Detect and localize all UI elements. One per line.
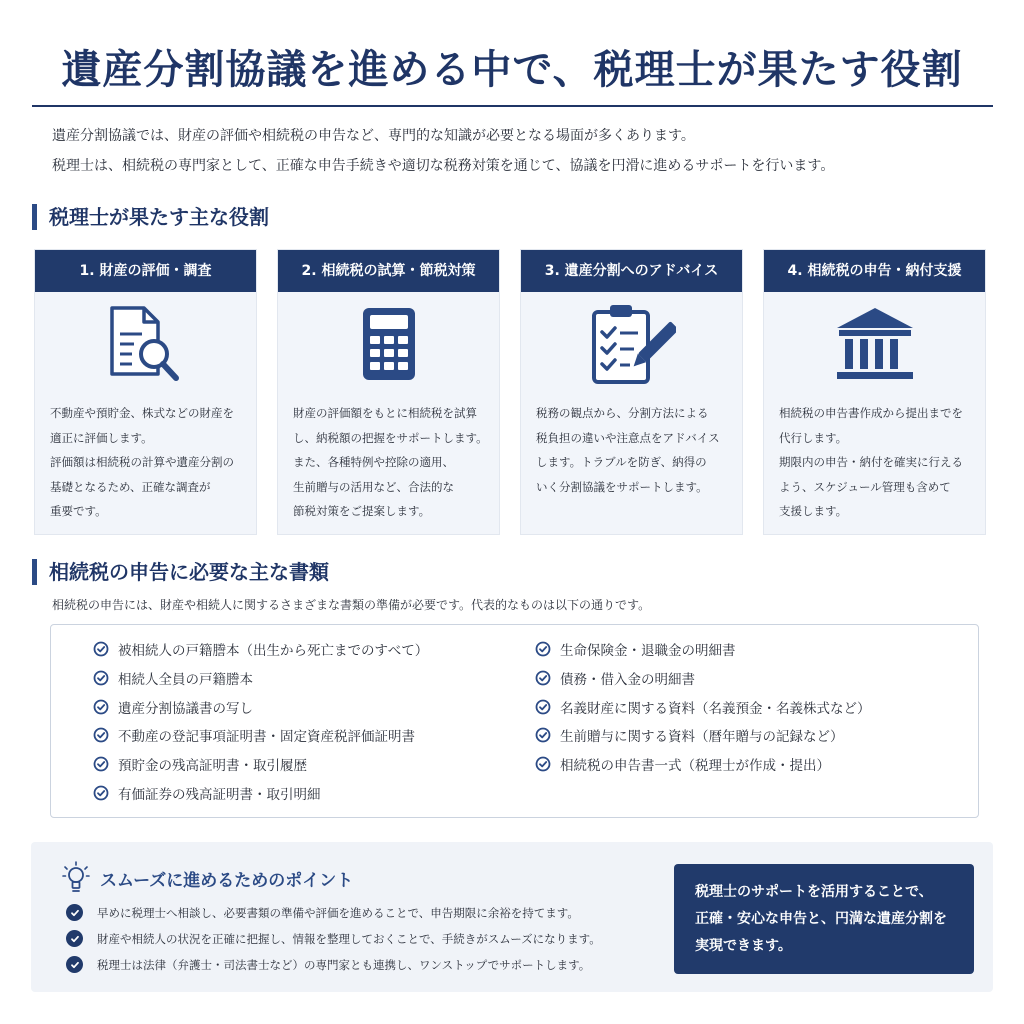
role-card-division-advice [520, 249, 743, 535]
summary-line: 実現できます。 [695, 938, 792, 954]
role-card-line: 生前贈与の活用など、合法的な [293, 479, 454, 494]
role-card-body [779, 401, 979, 524]
role-card-line: いく分割協議をサポートします。 [536, 479, 708, 494]
title-divider [32, 105, 993, 107]
intro-line: 遺産分割協議では、財産の評価や相続税の申告など、専門的な知識が必要となる場面が多くあります。 [52, 128, 695, 144]
role-card-line: します。トラブルを防ぎ、納得の [536, 455, 707, 469]
roles-cards [34, 249, 986, 535]
document-item-label: 名義財産に関する資料（名義預金・名義株式など） [560, 701, 871, 717]
role-card-line: 支援します。 [779, 504, 848, 518]
role-card-filing-support [763, 249, 986, 535]
tips-heading: スムーズに進めるためのポイント [100, 871, 354, 891]
tip-item [66, 956, 590, 973]
check-icon [66, 930, 83, 947]
role-card-tax-estimate [277, 249, 500, 535]
role-card-line: また、各種特例や控除の適用、 [293, 455, 454, 469]
role-card-line: よう、スケジュール管理も含めて [779, 479, 951, 494]
role-card-line: 重要です。 [50, 504, 107, 518]
check-icon [66, 904, 83, 921]
role-card-line: 基礎となるため、正確な調査が [50, 479, 211, 494]
document-item-label: 有価証券の残高証明書・取引明細 [118, 787, 321, 803]
document-item-label: 不動産の登記事項証明書・固定資産税評価証明書 [118, 729, 415, 745]
check-circle-icon [93, 756, 109, 772]
role-card-line: 相続税の申告書作成から提出までを [779, 406, 963, 420]
page-title: 遺産分割協議を進める中で、税理士が果たす役割 [61, 46, 963, 93]
role-card-title: 3. 遺産分割へのアドバイス [521, 250, 742, 292]
documents-heading: 相続税の申告に必要な主な書類 [32, 559, 329, 585]
tip-text: 財産や相続人の状況を正確に把握し、情報を整理しておくことで、手続きがスムーズになります。 [97, 931, 601, 946]
role-card-line: 税負担の違いや注意点をアドバイス [536, 430, 720, 445]
summary-line: 正確・安心な申告と、円満な遺産分割を [695, 911, 947, 927]
calculator-icon [278, 302, 499, 386]
document-item-label: 債務・借入金の明細書 [560, 672, 695, 688]
check-circle-icon [535, 756, 551, 772]
documents-list-box [50, 624, 979, 818]
check-circle-icon [535, 641, 551, 657]
summary-line: 税理士のサポートを活用することで、 [695, 884, 933, 900]
document-item [93, 754, 307, 774]
document-item-label: 預貯金の残高証明書・取引履歴 [118, 758, 307, 774]
check-circle-icon [535, 699, 551, 715]
check-circle-icon [93, 727, 109, 743]
check-circle-icon [535, 670, 551, 686]
document-item-label: 生前贈与に関する資料（暦年贈与の記録など） [560, 729, 844, 745]
role-card-line: 評価額は相続税の計算や遺産分割の [50, 455, 234, 469]
document-item [535, 668, 695, 688]
document-item [535, 754, 830, 774]
role-card-line: 税務の観点から、分割方法による [536, 406, 709, 420]
documents-description: 相続税の申告には、財産や相続人に関するさまざまな書類の準備が必要です。代表的なものは以下の通りです。 [52, 598, 651, 612]
check-circle-icon [93, 670, 109, 686]
document-item [93, 639, 428, 659]
intro-text [52, 121, 834, 181]
document-item-label: 遺産分割協議書の写し [118, 701, 253, 717]
roles-heading: 税理士が果たす主な役割 [32, 204, 269, 230]
intro-line: 税理士は、相続税の専門家として、正確な申告手続きや適切な税務対策を通じて、協議を円滑に進めるサポートを行います。 [52, 158, 835, 174]
document-item [93, 668, 253, 688]
document-item [535, 725, 844, 745]
document-item [535, 697, 871, 717]
document-item [93, 783, 321, 803]
tip-item [66, 904, 579, 921]
bank-building-icon [764, 302, 985, 386]
document-item-label: 被相続人の戸籍謄本（出生から死亡までのすべて） [118, 643, 429, 659]
check-circle-icon [535, 727, 551, 743]
role-card-valuation [34, 249, 257, 535]
document-search-icon [35, 302, 256, 386]
document-item-label: 相続税の申告書一式（税理士が作成・提出） [560, 758, 830, 774]
document-item [535, 639, 736, 659]
role-card-line: 節税対策をご提案します。 [293, 504, 431, 518]
lightbulb-icon [62, 861, 90, 893]
role-card-body [293, 401, 493, 524]
check-circle-icon [93, 641, 109, 657]
role-card-line: 代行します。 [779, 430, 848, 445]
role-card-line: 適正に評価します。 [50, 430, 153, 445]
clipboard-checklist-icon [521, 302, 742, 386]
role-card-title: 1. 財産の評価・調査 [35, 250, 256, 292]
role-card-title: 2. 相続税の試算・節税対策 [278, 250, 499, 292]
document-item-label: 相続人全員の戸籍謄本 [118, 672, 253, 688]
document-item [93, 725, 415, 745]
role-card-body [50, 401, 250, 524]
tip-text: 早めに税理士へ相談し、必要書類の準備や評価を進めることで、申告期限に余裕を持てます。 [97, 905, 579, 920]
tip-item [66, 930, 601, 947]
check-circle-icon [93, 785, 109, 801]
role-card-line: 期限内の申告・納付を確実に行える [779, 455, 963, 469]
check-circle-icon [93, 699, 109, 715]
check-icon [66, 956, 83, 973]
document-item-label: 生命保険金・退職金の明細書 [560, 643, 736, 659]
role-card-line: 財産の評価額をもとに相続税を試算 [293, 406, 477, 420]
document-item [93, 697, 253, 717]
tip-text: 税理士は法律（弁護士・司法書士など）の専門家とも連携し、ワンストップでサポートします。 [97, 957, 591, 972]
role-card-line: 不動産や預貯金、株式などの財産を [50, 406, 234, 420]
summary-box [674, 864, 974, 974]
role-card-body [536, 401, 736, 499]
role-card-title: 4. 相続税の申告・納付支援 [764, 250, 985, 292]
role-card-line: し、納税額の把握をサポートします。 [293, 430, 488, 445]
